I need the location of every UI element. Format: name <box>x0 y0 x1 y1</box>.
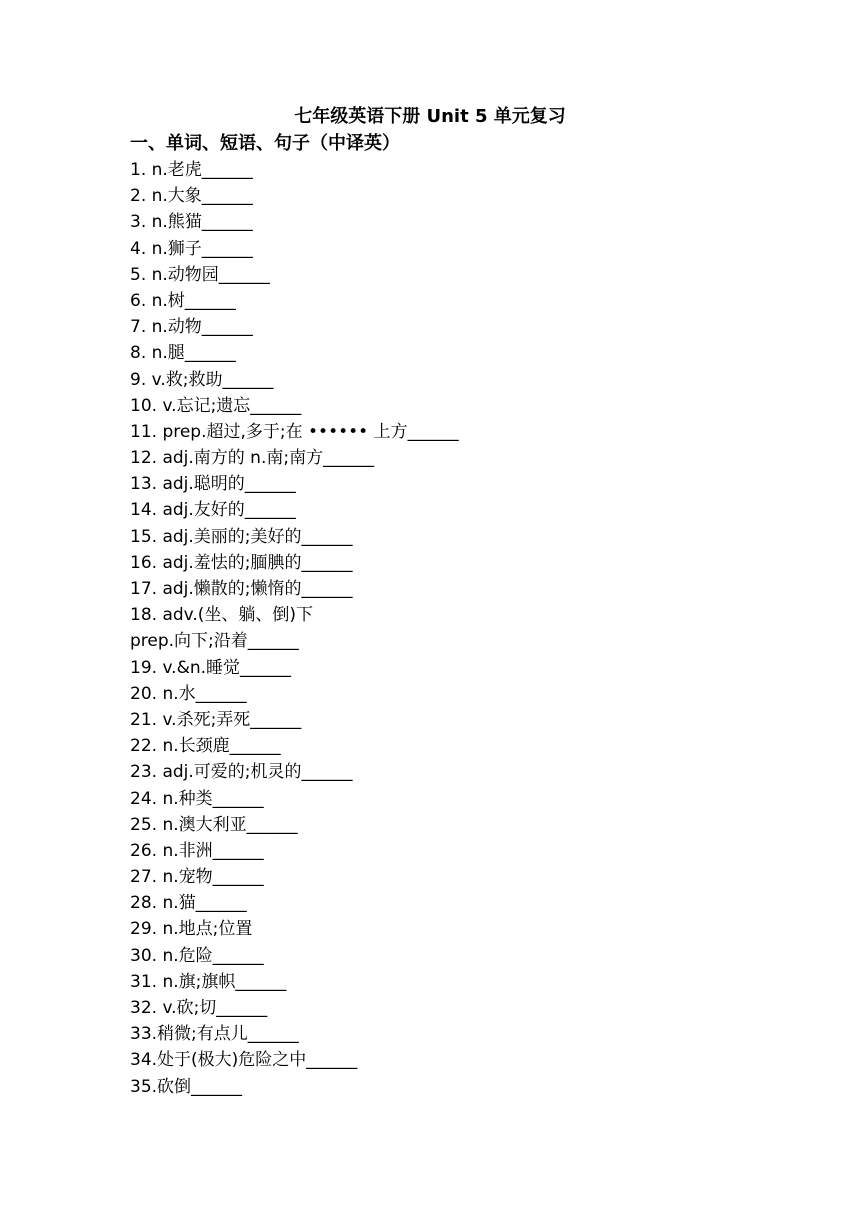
vocabulary-item: 35.砍倒______ <box>130 1076 243 1097</box>
vocabulary-item: 27. n.宠物______ <box>130 867 264 888</box>
vocabulary-item: 30. n.危险______ <box>130 945 264 966</box>
vocabulary-item: 33.稍微;有点儿______ <box>130 1024 299 1045</box>
vocabulary-item: 14. adj.友好的______ <box>130 500 296 521</box>
vocabulary-item: 18. adv.(坐、躺、倒)下 <box>130 605 314 626</box>
vocabulary-item: 8. n.腿______ <box>130 343 236 364</box>
vocabulary-item: 9. v.救;救助______ <box>130 369 274 390</box>
vocabulary-item: 22. n.长颈鹿______ <box>130 736 281 757</box>
vocabulary-item: 12. adj.南方的 n.南;南方______ <box>130 448 375 469</box>
vocabulary-item: 24. n.种类______ <box>130 788 264 809</box>
vocabulary-item: prep.向下;沿着______ <box>130 631 299 652</box>
vocabulary-item: 3. n.熊猫______ <box>130 212 253 233</box>
vocabulary-item: 16. adj.羞怯的;腼腆的______ <box>130 552 353 573</box>
vocabulary-item: 11. prep.超过,多于;在 •••••• 上方______ <box>130 421 459 442</box>
vocabulary-item: 21. v.杀死;弄死______ <box>130 709 302 730</box>
vocabulary-item: 26. n.非洲______ <box>130 840 264 861</box>
vocabulary-item: 1. n.老虎______ <box>130 160 253 180</box>
vocabulary-item: 31. n.旗;旗帜______ <box>130 971 287 992</box>
vocabulary-item: 34.处于(极大)危险之中______ <box>130 1050 358 1071</box>
vocabulary-item: 25. n.澳大利亚______ <box>130 814 298 835</box>
vocabulary-item: 17. adj.懒散的;懒惰的______ <box>130 579 353 599</box>
vocabulary-item: 4. n.狮子______ <box>130 238 253 259</box>
section-heading: 一、单词、短语、句子（中译英） <box>130 133 400 154</box>
vocabulary-item: 29. n.地点;位置 <box>130 919 253 940</box>
vocabulary-item: 15. adj.美丽的;美好的______ <box>130 526 353 547</box>
vocabulary-item: 6. n.树______ <box>130 290 236 311</box>
vocabulary-item: 32. v.砍;切______ <box>130 998 268 1018</box>
vocabulary-item: 23. adj.可爱的;机灵的______ <box>130 762 353 783</box>
vocabulary-item: 20. n.水______ <box>130 683 247 704</box>
vocabulary-item: 5. n.动物园______ <box>130 264 270 285</box>
page-title: 七年级英语下册 Unit 5 单元复习 <box>294 106 566 127</box>
vocabulary-item: 28. n.猫______ <box>130 893 247 914</box>
vocabulary-item: 13. adj.聪明的______ <box>130 474 296 495</box>
vocabulary-item: 7. n.动物______ <box>130 317 253 338</box>
vocabulary-list <box>130 157 459 1100</box>
vocabulary-item: 10. v.忘记;遗忘______ <box>130 395 302 416</box>
vocabulary-item: 2. n.大象______ <box>130 186 253 207</box>
vocabulary-item: 19. v.&n.睡觉______ <box>130 657 292 678</box>
